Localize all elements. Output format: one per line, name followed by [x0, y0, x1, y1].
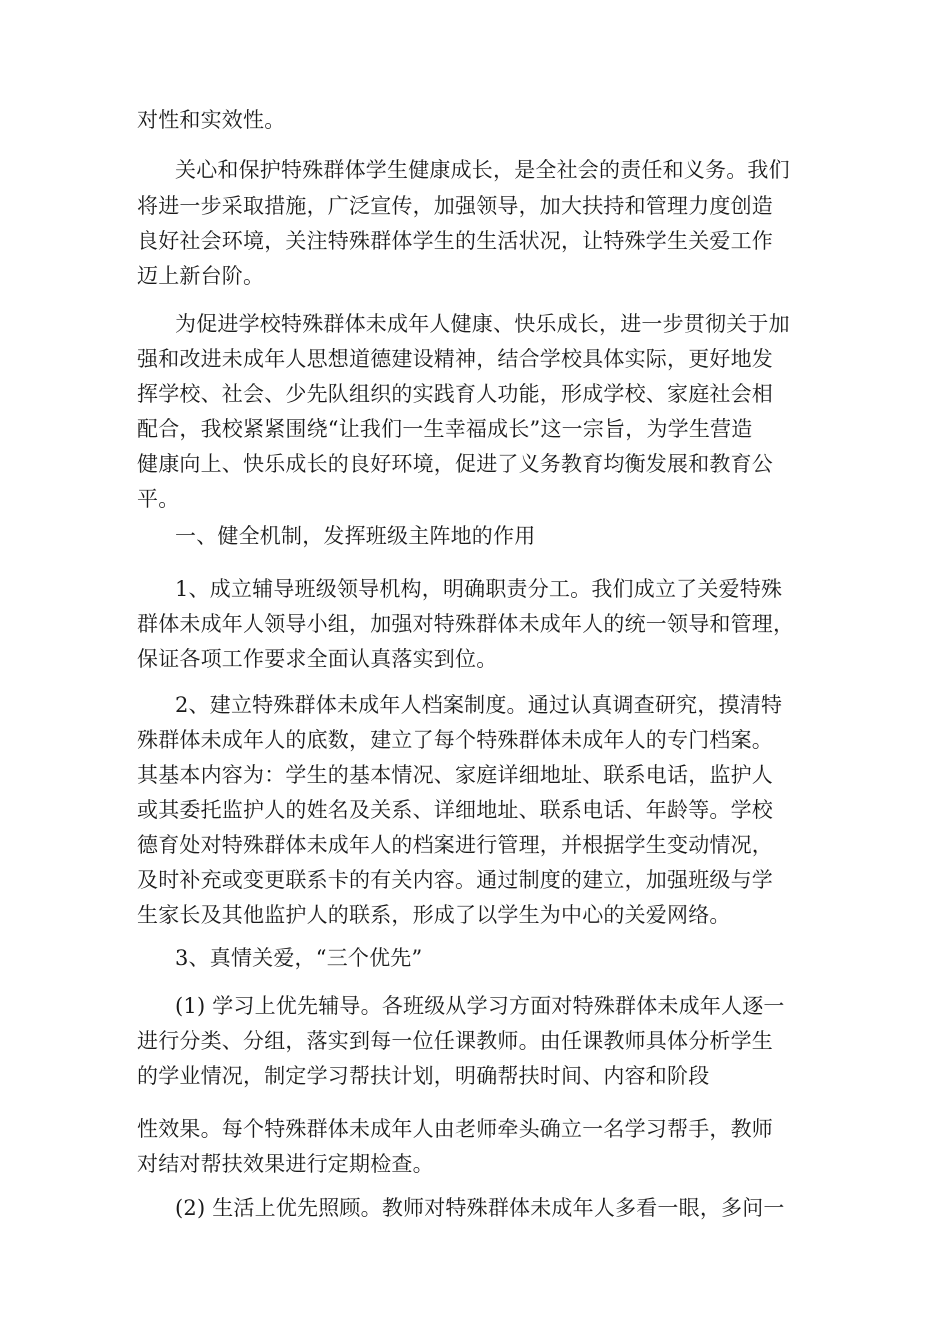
text-line: 保证各项工作要求全面认真落实到位。: [137, 647, 498, 671]
text-line: 性效果。每个特殊群体未成年人由老师牵头确立一名学习帮手，教师: [137, 1117, 773, 1141]
text-line: 强和改进未成年人思想道德建设精神，结合学校具体实际，更好地发: [137, 347, 773, 371]
text-line: 挥学校、社会、少先队组织的实践育人功能，形成学校、家庭社会相: [137, 382, 773, 406]
text-line: 进行分类、分组，落实到每一位任课教师。由任课教师具体分析学生: [137, 1029, 773, 1053]
section-heading: 一、健全机制，发挥班级主阵地的作用: [175, 524, 536, 548]
text-line: 及时补充或变更联系卡的有关内容。通过制度的建立，加强班级与学: [137, 868, 773, 892]
text-line: (2) 生活上优先照顾。教师对特殊群体未成年人多看一眼，多问一: [175, 1196, 785, 1220]
text-line: 关心和保护特殊群体学生健康成长，是全社会的责任和义务。我们: [175, 158, 790, 182]
text-line: 对性和实效性。: [137, 108, 286, 132]
text-line: 群体未成年人领导小组，加强对特殊群体未成年人的统一领导和管理，: [137, 612, 795, 636]
text-line: 良好社会环境，关注特殊群体学生的生活状况，让特殊学生关爱工作: [137, 229, 773, 253]
text-line: 德育处对特殊群体未成年人的档案进行管理，并根据学生变动情况，: [137, 833, 773, 857]
text-line: 为促进学校特殊群体未成年人健康、快乐成长，进一步贯彻关于加: [175, 312, 790, 336]
text-line: 对结对帮扶效果进行定期检查。: [137, 1152, 434, 1176]
text-line: 1、成立辅导班级领导机构，明确职责分工。我们成立了关爱特殊: [175, 577, 783, 601]
text-line: (1) 学习上优先辅导。各班级从学习方面对特殊群体未成年人逐一: [175, 994, 785, 1018]
text-line: 的学业情况，制定学习帮扶计划，明确帮扶时间、内容和阶段: [137, 1064, 710, 1088]
text-line: 迈上新台阶。: [137, 264, 265, 288]
text-line: 配合，我校紧紧围绕“让我们一生幸福成长”这一宗旨，为学生营造: [137, 417, 753, 441]
text-line: 将进一步采取措施，广泛宣传，加强领导，加大扶持和管理力度创造: [137, 194, 773, 218]
text-line: 健康向上、快乐成长的良好环境，促进了义务教育均衡发展和教育公: [137, 452, 773, 476]
text-line: 生家长及其他监护人的联系，形成了以学生为中心的关爱网络。: [137, 903, 731, 927]
text-line: 其基本内容为：学生的基本情况、家庭详细地址、联系电话，监护人: [137, 763, 773, 787]
text-line: 2、建立特殊群体未成年人档案制度。通过认真调查研究，摸清特: [175, 693, 783, 717]
text-line: 或其委托监护人的姓名及关系、详细地址、联系电话、年龄等。学校: [137, 798, 773, 822]
section-heading: 3、真情关爱，“三个优先”: [175, 946, 423, 970]
text-line: 平。: [137, 487, 180, 511]
text-line: 殊群体未成年人的底数，建立了每个特殊群体未成年人的专门档案。: [137, 728, 773, 752]
